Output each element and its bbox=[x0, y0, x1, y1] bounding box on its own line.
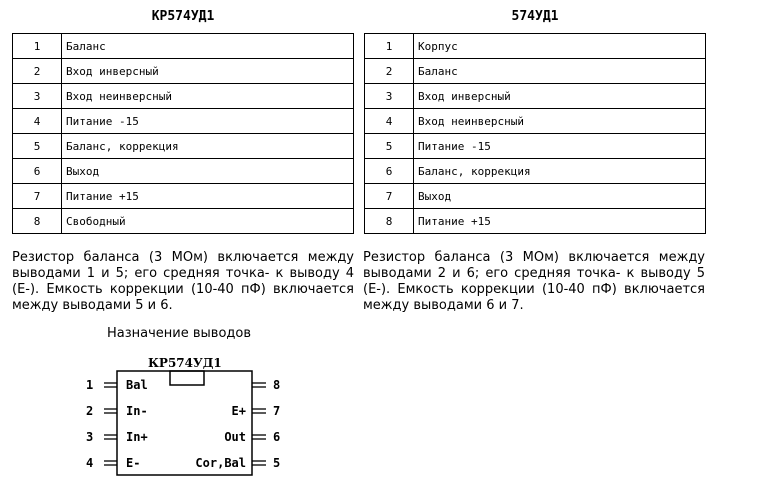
right-row bbox=[365, 184, 706, 209]
right-pin-number: 8 bbox=[273, 378, 281, 392]
diagram-caption: Назначение выводов bbox=[107, 326, 252, 341]
left-pin-label: E- bbox=[126, 456, 141, 470]
pin-number: 3 bbox=[365, 84, 414, 109]
pin-function: Питание +15 bbox=[414, 209, 706, 234]
pin-function: Корпус bbox=[414, 34, 706, 59]
right-pin-label: E+ bbox=[231, 404, 246, 418]
left-row bbox=[13, 209, 354, 234]
left-row bbox=[13, 134, 354, 159]
left-pin-label: In- bbox=[126, 404, 148, 418]
left-pin-number: 4 bbox=[86, 456, 94, 470]
pin-function: Вход неинверсный bbox=[62, 84, 354, 109]
pin-number: 5 bbox=[365, 134, 414, 159]
right-title: 574УД1 bbox=[511, 9, 559, 24]
left-title: КР574УД1 bbox=[151, 9, 215, 24]
pin-function: Свободный bbox=[62, 209, 354, 234]
pin-function: Вход инверсный bbox=[62, 59, 354, 84]
left-row bbox=[13, 59, 354, 84]
left-pin-label: In+ bbox=[126, 430, 148, 444]
pin-function: Питание -15 bbox=[62, 109, 354, 134]
right-pin-number: 7 bbox=[273, 404, 281, 418]
right-row bbox=[365, 134, 706, 159]
right-row bbox=[365, 34, 706, 59]
left-row bbox=[13, 184, 354, 209]
pin-number: 1 bbox=[13, 34, 62, 59]
left-row bbox=[13, 84, 354, 109]
pin-number: 1 bbox=[365, 34, 414, 59]
left-note: Резистор баланса (3 МОм) включается между выводами 1 и 5; его средняя точка- к выводу 4 (Е-). Емкость коррекции (10-40 пФ) включается между выводами 5 и 6. bbox=[12, 250, 354, 313]
pin-number: 4 bbox=[13, 109, 62, 134]
left-pin-label: Bal bbox=[126, 378, 148, 392]
left-pin-table bbox=[12, 33, 354, 234]
right-pin-label: Cor,Bal bbox=[195, 456, 246, 470]
pin-number: 6 bbox=[365, 159, 414, 184]
pin-number: 3 bbox=[13, 84, 62, 109]
left-pin-number: 3 bbox=[86, 430, 94, 444]
right-note: Резистор баланса (3 МОм) включается между выводами 2 и 6; его средняя точка- к выводу 5 (Е-). Емкость коррекции (10-40 пФ) включается между выводами 6 и 7. bbox=[363, 250, 705, 313]
pin-function: Баланс bbox=[414, 59, 706, 84]
chip-pinout-diagram bbox=[80, 366, 300, 481]
left-row bbox=[13, 109, 354, 134]
pin-function: Баланс, коррекция bbox=[62, 134, 354, 159]
pin-function: Выход bbox=[62, 159, 354, 184]
left-pin-number: 1 bbox=[86, 378, 94, 392]
right-pin-table bbox=[364, 33, 706, 234]
pin-number: 8 bbox=[13, 209, 62, 234]
right-pin-label: Out bbox=[224, 430, 246, 444]
left-row bbox=[13, 34, 354, 59]
right-row bbox=[365, 209, 706, 234]
right-row bbox=[365, 109, 706, 134]
right-row bbox=[365, 84, 706, 109]
left-row bbox=[13, 159, 354, 184]
pin-function: Вход инверсный bbox=[414, 84, 706, 109]
right-pin-number: 5 bbox=[273, 456, 281, 470]
pin-number: 7 bbox=[365, 184, 414, 209]
pin-function: Баланс, коррекция bbox=[414, 159, 706, 184]
pin-number: 6 bbox=[13, 159, 62, 184]
chip-notch bbox=[170, 371, 204, 385]
right-row bbox=[365, 59, 706, 84]
right-pin-number: 6 bbox=[273, 430, 281, 444]
right-row bbox=[365, 159, 706, 184]
pin-number: 2 bbox=[365, 59, 414, 84]
pin-number: 5 bbox=[13, 134, 62, 159]
pin-number: 7 bbox=[13, 184, 62, 209]
pin-function: Баланс bbox=[62, 34, 354, 59]
pin-function: Выход bbox=[414, 184, 706, 209]
pin-function: Вход неинверсный bbox=[414, 109, 706, 134]
pin-function: Питание +15 bbox=[62, 184, 354, 209]
chip-title: КР574УД1 bbox=[148, 356, 222, 370]
pin-number: 8 bbox=[365, 209, 414, 234]
left-pin-number: 2 bbox=[86, 404, 94, 418]
pin-number: 2 bbox=[13, 59, 62, 84]
pin-number: 4 bbox=[365, 109, 414, 134]
pin-function: Питание -15 bbox=[414, 134, 706, 159]
